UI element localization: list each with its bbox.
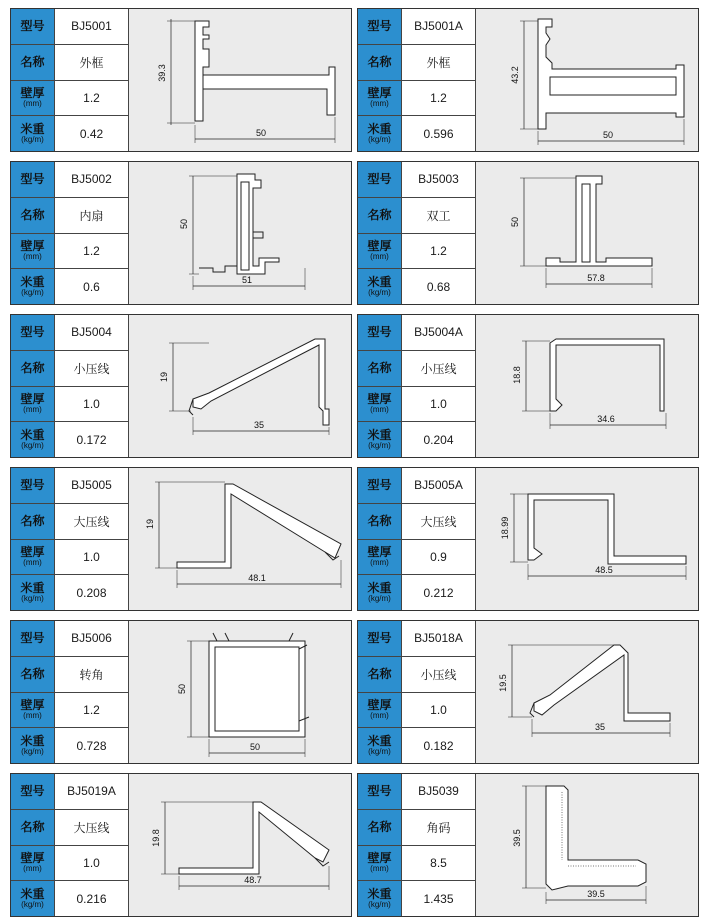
width-dimension-label: 48.5 [595,565,613,575]
width-dimension-label: 50 [602,130,614,140]
height-dimension-label: 50 [177,683,187,695]
name-label-cell [358,657,402,692]
weight-per-meter-row [11,422,129,457]
profile-drawing [476,468,698,610]
model-row [358,621,476,657]
wall-thickness-unit-label: (mm) [370,404,389,414]
spec-table [358,315,476,457]
wall-thickness-unit-label: (mm) [370,557,389,567]
weight-per-meter-unit-label: (kg/m) [21,134,44,144]
wall-thickness-row [358,693,476,729]
weight-per-meter-label-cell [358,728,402,763]
wall-thickness-value: 1.2 [55,693,129,728]
weight-per-meter-unit-label: (kg/m) [368,593,391,603]
model-value: BJ5006 [55,621,129,656]
weight-per-meter-label: 米重 [20,122,45,137]
wall-thickness-row [358,846,476,882]
model-label: 型号 [20,478,45,493]
name-label: 名称 [367,513,392,528]
wall-thickness-label: 壁厚 [20,851,45,866]
name-label: 名称 [20,207,45,222]
wall-thickness-unit-label: (mm) [23,557,42,567]
model-value: BJ5019A [55,774,129,809]
name-label-cell [358,810,402,845]
model-value: BJ5001A [402,9,476,44]
wall-thickness-unit-label: (mm) [23,710,42,720]
width-dimension-label: 35 [594,722,606,732]
wall-thickness-value: 1.2 [55,81,129,116]
name-row [358,504,476,540]
name-label-cell [11,351,55,386]
weight-per-meter-row [358,422,476,457]
weight-per-meter-value: 0.42 [55,116,129,151]
profile-card [357,314,699,458]
model-label-cell [358,468,402,503]
spec-table [11,315,129,457]
spec-table [358,774,476,916]
wall-thickness-label-cell [358,81,402,116]
model-row [11,468,129,504]
wall-thickness-label-cell [11,540,55,575]
weight-per-meter-label: 米重 [20,581,45,596]
name-label: 名称 [367,54,392,69]
profile-card [10,314,352,458]
model-label-cell [11,774,55,809]
weight-per-meter-unit-label: (kg/m) [21,440,44,450]
name-label-cell [358,504,402,539]
wall-thickness-unit-label: (mm) [23,251,42,261]
model-value: BJ5005 [55,468,129,503]
model-row [358,774,476,810]
weight-per-meter-label: 米重 [367,275,392,290]
model-label: 型号 [367,631,392,646]
wall-thickness-label-cell [358,540,402,575]
weight-per-meter-unit-label: (kg/m) [368,899,391,909]
weight-per-meter-unit-label: (kg/m) [368,746,391,756]
name-label-cell [11,657,55,692]
model-row [358,162,476,198]
weight-per-meter-unit-label: (kg/m) [21,287,44,297]
spec-table [358,468,476,610]
width-dimension-label: 51 [241,275,253,285]
model-row [11,9,129,45]
model-label-cell [358,162,402,197]
weight-per-meter-row [11,575,129,610]
width-dimension-label: 35 [253,420,265,430]
name-value: 大压线 [55,504,129,539]
model-value: BJ5001 [55,9,129,44]
name-value: 外框 [55,45,129,80]
weight-per-meter-label: 米重 [367,734,392,749]
wall-thickness-label-cell [11,846,55,881]
wall-thickness-row [358,387,476,423]
weight-per-meter-unit-label: (kg/m) [21,746,44,756]
spec-table [358,621,476,763]
name-label: 名称 [20,513,45,528]
profile-drawing [129,162,351,304]
wall-thickness-row [358,234,476,270]
name-row [358,810,476,846]
height-dimension-label: 19 [159,371,169,383]
name-label-cell [358,45,402,80]
weight-per-meter-value: 0.208 [55,575,129,610]
wall-thickness-label-cell [358,693,402,728]
weight-per-meter-label-cell [358,422,402,457]
wall-thickness-unit-label: (mm) [23,404,42,414]
weight-per-meter-unit-label: (kg/m) [368,134,391,144]
model-value: BJ5005A [402,468,476,503]
name-label: 名称 [367,360,392,375]
profile-card [357,161,699,305]
weight-per-meter-label-cell [11,728,55,763]
height-dimension-label: 19.8 [151,829,161,847]
profile-card [357,620,699,764]
model-label-cell [11,468,55,503]
profile-cross-section-svg [476,621,698,763]
height-dimension-label: 50 [179,218,189,230]
weight-per-meter-label-cell [358,881,402,916]
wall-thickness-unit-label: (mm) [370,98,389,108]
wall-thickness-label: 壁厚 [367,698,392,713]
height-dimension-label: 18.99 [500,516,510,540]
weight-per-meter-label: 米重 [367,122,392,137]
weight-per-meter-label: 米重 [20,734,45,749]
spec-table [11,9,129,151]
name-label: 名称 [367,666,392,681]
height-dimension-label: 18.8 [512,366,522,384]
weight-per-meter-value: 0.68 [402,269,476,304]
model-value: BJ5004A [402,315,476,350]
wall-thickness-unit-label: (mm) [370,863,389,873]
name-value: 大压线 [55,810,129,845]
wall-thickness-row [11,540,129,576]
weight-per-meter-value: 0.212 [402,575,476,610]
weight-per-meter-unit-label: (kg/m) [21,593,44,603]
wall-thickness-value: 1.2 [402,81,476,116]
spec-table [11,621,129,763]
profile-card [10,620,352,764]
name-label: 名称 [367,819,392,834]
name-row [11,198,129,234]
profile-cross-section-svg [129,315,351,457]
wall-thickness-label-cell [11,81,55,116]
name-value: 外框 [402,45,476,80]
model-label: 型号 [367,325,392,340]
name-label-cell [358,351,402,386]
weight-per-meter-value: 0.204 [402,422,476,457]
profile-cross-section-svg [129,9,351,151]
name-row [11,45,129,81]
model-label-cell [11,315,55,350]
wall-thickness-value: 1.0 [55,846,129,881]
weight-per-meter-value: 0.182 [402,728,476,763]
wall-thickness-label-cell [358,387,402,422]
model-label: 型号 [367,478,392,493]
profile-card [10,161,352,305]
model-label-cell [11,621,55,656]
name-row [11,657,129,693]
weight-per-meter-row [358,728,476,763]
width-dimension-label: 48.1 [248,573,266,583]
model-label-cell [358,9,402,44]
wall-thickness-value: 1.0 [402,693,476,728]
height-dimension-label: 39.5 [512,829,522,847]
model-value: BJ5002 [55,162,129,197]
wall-thickness-value: 1.2 [402,234,476,269]
wall-thickness-label: 壁厚 [20,239,45,254]
weight-per-meter-value: 0.728 [55,728,129,763]
model-label: 型号 [367,784,392,799]
model-row [358,315,476,351]
model-value: BJ5003 [402,162,476,197]
profile-drawing [129,9,351,151]
wall-thickness-label: 壁厚 [20,698,45,713]
wall-thickness-label-cell [358,234,402,269]
model-row [358,9,476,45]
profile-drawing [476,315,698,457]
width-dimension-label: 39.5 [587,889,605,899]
spec-table [11,468,129,610]
weight-per-meter-label-cell [11,881,55,916]
name-value: 大压线 [402,504,476,539]
model-value: BJ5018A [402,621,476,656]
profile-card [357,773,699,917]
name-value: 小压线 [55,351,129,386]
name-label-cell [11,45,55,80]
weight-per-meter-row [358,269,476,304]
width-dimension-label: 57.8 [587,273,605,283]
name-value: 内扇 [55,198,129,233]
spec-table [358,9,476,151]
width-dimension-label: 48.7 [244,875,262,885]
model-label: 型号 [20,172,45,187]
weight-per-meter-row [11,269,129,304]
weight-per-meter-row [358,575,476,610]
weight-per-meter-label-cell [358,269,402,304]
weight-per-meter-value: 0.596 [402,116,476,151]
weight-per-meter-row [11,881,129,916]
wall-thickness-value: 1.0 [402,387,476,422]
name-label: 名称 [20,360,45,375]
name-row [11,504,129,540]
weight-per-meter-unit-label: (kg/m) [368,440,391,450]
height-dimension-label: 39.3 [157,64,167,82]
name-row [11,810,129,846]
wall-thickness-unit-label: (mm) [370,710,389,720]
profile-card [357,8,699,152]
profile-cross-section-svg [476,774,698,916]
weight-per-meter-unit-label: (kg/m) [21,899,44,909]
wall-thickness-label: 壁厚 [20,86,45,101]
name-label-cell [11,810,55,845]
weight-per-meter-label: 米重 [20,887,45,902]
wall-thickness-value: 1.0 [55,540,129,575]
weight-per-meter-label: 米重 [367,887,392,902]
name-row [358,45,476,81]
profile-drawing [129,468,351,610]
profile-cross-section-svg [129,468,351,610]
wall-thickness-label: 壁厚 [367,851,392,866]
name-value: 转角 [55,657,129,692]
name-row [358,198,476,234]
profile-cross-section-svg [129,162,351,304]
profile-cross-section-svg [476,315,698,457]
height-dimension-label: 19 [145,518,155,530]
spec-table [358,162,476,304]
weight-per-meter-label-cell [11,575,55,610]
model-label: 型号 [20,784,45,799]
model-row [358,468,476,504]
name-label: 名称 [20,819,45,834]
weight-per-meter-unit-label: (kg/m) [368,287,391,297]
profile-drawing [476,9,698,151]
profile-drawing [476,774,698,916]
name-label: 名称 [20,54,45,69]
profile-card [10,467,352,611]
profile-drawing [476,162,698,304]
wall-thickness-label-cell [11,693,55,728]
name-value: 小压线 [402,657,476,692]
profile-drawing [129,621,351,763]
model-row [11,621,129,657]
width-dimension-label: 50 [255,128,267,138]
profile-drawing [129,774,351,916]
weight-per-meter-label-cell [11,116,55,151]
profile-cross-section-svg [476,162,698,304]
wall-thickness-label-cell [11,387,55,422]
wall-thickness-unit-label: (mm) [23,98,42,108]
profile-card [10,773,352,917]
profile-cross-section-svg [129,774,351,916]
wall-thickness-row [11,693,129,729]
wall-thickness-unit-label: (mm) [23,863,42,873]
wall-thickness-label: 壁厚 [367,86,392,101]
wall-thickness-label-cell [11,234,55,269]
name-value: 小压线 [402,351,476,386]
wall-thickness-label: 壁厚 [367,239,392,254]
wall-thickness-row [11,234,129,270]
model-value: BJ5039 [402,774,476,809]
profile-cross-section-svg [476,468,698,610]
wall-thickness-row [358,81,476,117]
name-label-cell [11,198,55,233]
profile-drawing [476,621,698,763]
name-row [11,351,129,387]
weight-per-meter-label-cell [358,116,402,151]
wall-thickness-unit-label: (mm) [370,251,389,261]
model-label-cell [358,315,402,350]
name-value: 角码 [402,810,476,845]
height-dimension-label: 50 [510,216,520,228]
weight-per-meter-label: 米重 [367,428,392,443]
model-label: 型号 [20,631,45,646]
profile-cross-section-svg [129,621,351,763]
spec-table [11,162,129,304]
name-label: 名称 [367,207,392,222]
weight-per-meter-value: 0.172 [55,422,129,457]
model-label: 型号 [367,19,392,34]
wall-thickness-row [358,540,476,576]
wall-thickness-row [11,846,129,882]
wall-thickness-value: 0.9 [402,540,476,575]
weight-per-meter-row [358,881,476,916]
wall-thickness-label: 壁厚 [367,392,392,407]
weight-per-meter-value: 0.6 [55,269,129,304]
name-label-cell [358,198,402,233]
wall-thickness-label-cell [358,846,402,881]
name-row [358,351,476,387]
model-row [11,162,129,198]
wall-thickness-value: 1.0 [55,387,129,422]
model-label-cell [11,162,55,197]
height-dimension-label: 43.2 [510,66,520,84]
name-label: 名称 [20,666,45,681]
weight-per-meter-label-cell [11,422,55,457]
model-label-cell [358,774,402,809]
model-label: 型号 [367,172,392,187]
width-dimension-label: 34.6 [597,414,615,424]
wall-thickness-row [11,387,129,423]
name-label-cell [11,504,55,539]
weight-per-meter-row [358,116,476,151]
model-label-cell [358,621,402,656]
height-dimension-label: 19.5 [498,674,508,692]
weight-per-meter-label-cell [358,575,402,610]
weight-per-meter-label: 米重 [367,581,392,596]
name-value: 双工 [402,198,476,233]
profile-card [357,467,699,611]
weight-per-meter-value: 0.216 [55,881,129,916]
model-row [11,774,129,810]
wall-thickness-value: 1.2 [55,234,129,269]
model-value: BJ5004 [55,315,129,350]
width-dimension-label: 50 [249,742,261,752]
weight-per-meter-value: 1.435 [402,881,476,916]
model-label-cell [11,9,55,44]
profile-cross-section-svg [476,9,698,151]
wall-thickness-label: 壁厚 [20,545,45,560]
wall-thickness-row [11,81,129,117]
model-label: 型号 [20,19,45,34]
wall-thickness-value: 8.5 [402,846,476,881]
weight-per-meter-label: 米重 [20,428,45,443]
profile-drawing [129,315,351,457]
profile-card [10,8,352,152]
weight-per-meter-row [11,116,129,151]
weight-per-meter-row [11,728,129,763]
weight-per-meter-label-cell [11,269,55,304]
weight-per-meter-label: 米重 [20,275,45,290]
name-row [358,657,476,693]
model-label: 型号 [20,325,45,340]
model-row [11,315,129,351]
spec-table [11,774,129,916]
wall-thickness-label: 壁厚 [20,392,45,407]
wall-thickness-label: 壁厚 [367,545,392,560]
